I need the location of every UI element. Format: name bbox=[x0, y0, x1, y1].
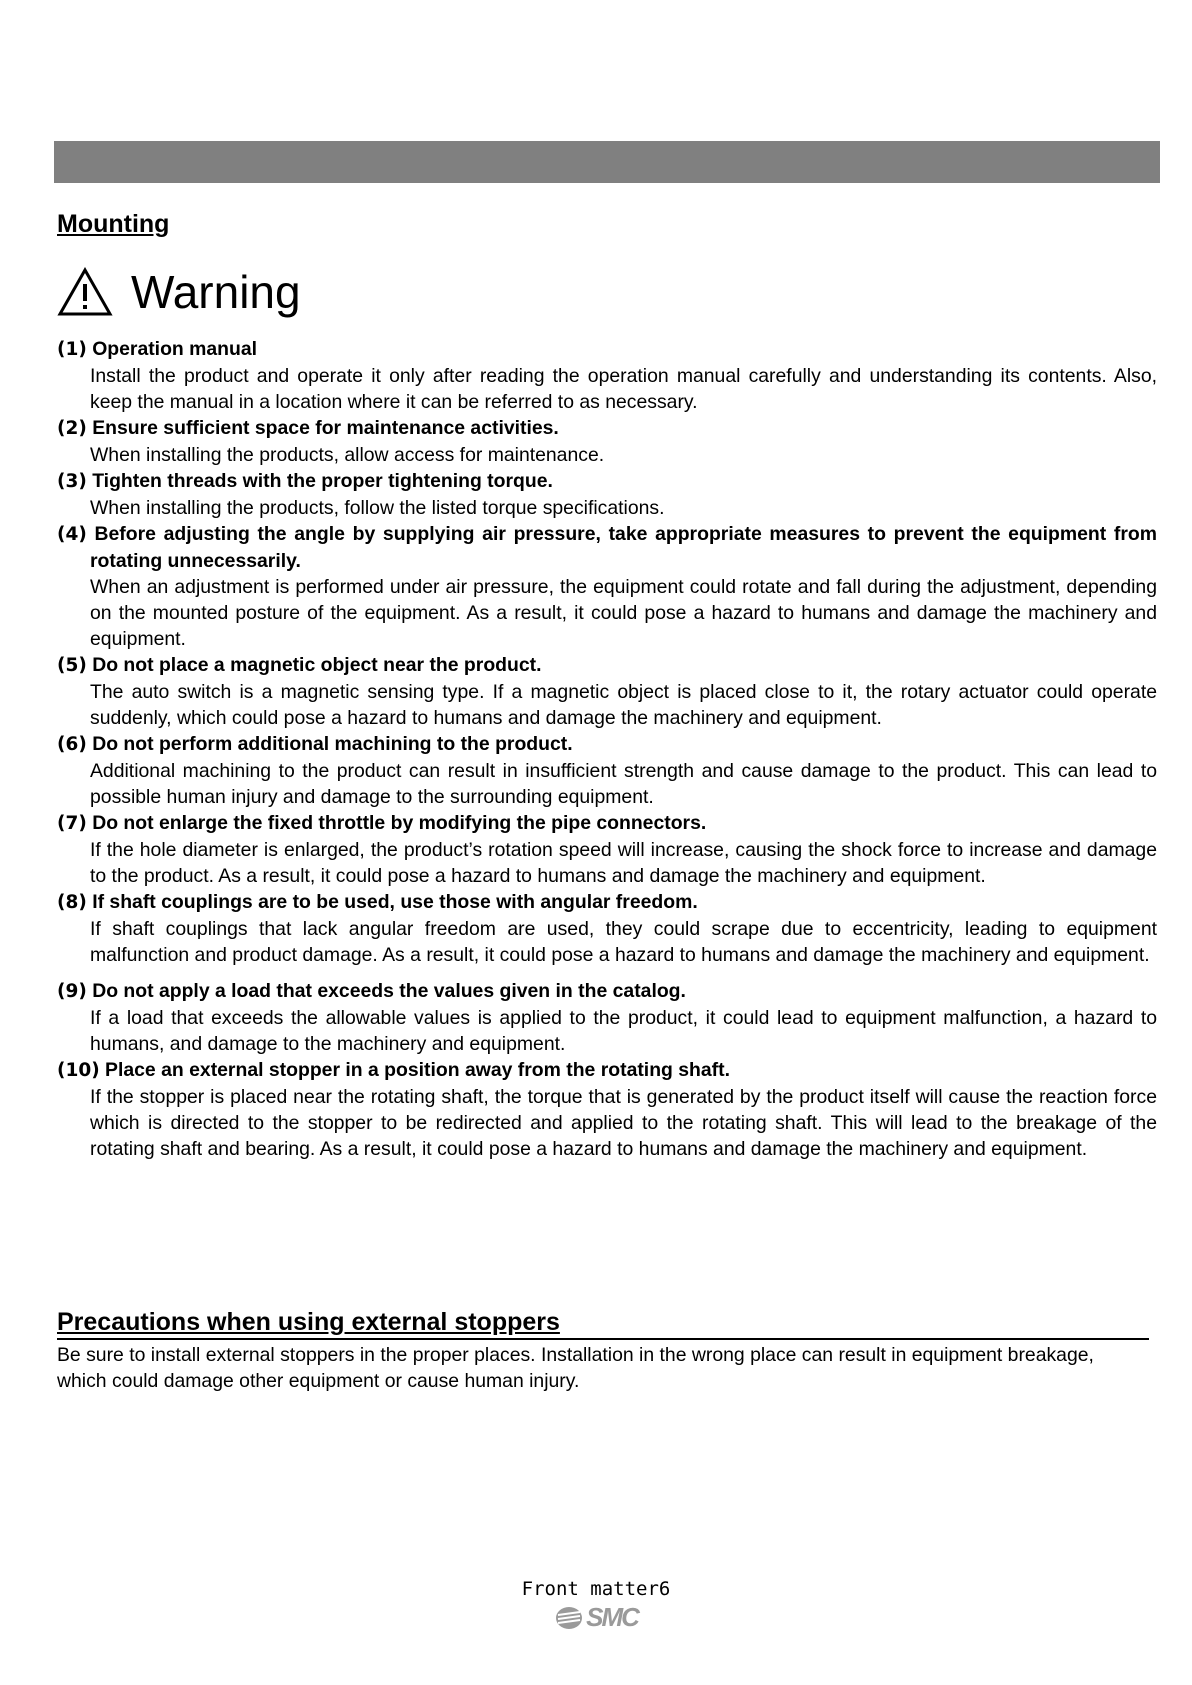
item-number: (5) bbox=[57, 655, 87, 676]
item-title-text: Before adjusting the angle by supplying air pressure, take appropriate measures to prevent the equipment from rotating unnecessarily. bbox=[90, 523, 1157, 572]
item-title bbox=[57, 415, 1157, 442]
warning-label: Warning bbox=[131, 266, 301, 318]
smc-logo bbox=[554, 1602, 638, 1633]
list-item bbox=[57, 1057, 1157, 1162]
item-title-text: Tighten threads with the proper tightening torque. bbox=[92, 470, 553, 492]
logo-text: SMC bbox=[586, 1602, 638, 1632]
item-title bbox=[57, 978, 1157, 1005]
item-number: (8) bbox=[57, 892, 87, 913]
list-item bbox=[57, 889, 1157, 968]
smc-logo-icon bbox=[554, 1605, 584, 1631]
item-body: If the hole diameter is enlarged, the product’s rotation speed will increase, causing the shock force to increase and damage to the product. As a result, it could pose a hazard to humans and damage the machinery and equipment. bbox=[90, 839, 1157, 887]
list-item bbox=[57, 415, 1157, 468]
list-item bbox=[57, 521, 1157, 652]
list-item bbox=[57, 731, 1157, 810]
section-title: Mounting bbox=[57, 210, 170, 238]
item-title-text: Place an external stopper in a position away from the rotating shaft. bbox=[105, 1059, 730, 1081]
list-item bbox=[57, 810, 1157, 889]
item-title bbox=[57, 731, 1157, 758]
item-number: (2) bbox=[57, 418, 87, 439]
item-number: (6) bbox=[57, 734, 87, 755]
item-title bbox=[57, 1057, 1157, 1084]
item-number: (3) bbox=[57, 471, 87, 492]
item-title-text: Do not enlarge the fixed throttle by modifying the pipe connectors. bbox=[92, 812, 707, 834]
item-number: (1) bbox=[57, 339, 87, 360]
page-number: Front matter6 bbox=[521, 1578, 671, 1600]
list-item bbox=[57, 978, 1157, 1057]
item-body: If a load that exceeds the allowable values is applied to the product, it could lead to equipment malfunction, a hazard to humans, and damage to the machinery and equipment. bbox=[90, 1007, 1157, 1055]
item-number: (4) bbox=[57, 524, 87, 545]
item-body: If shaft couplings that lack angular freedom are used, they could scrape due to eccentricity, leading to equipment malfunction and product damage. As a result, it could pose a hazard to humans and damage the machinery and equipment. bbox=[90, 918, 1157, 966]
precautions-body: Be sure to install external stoppers in the proper places. Installation in the wrong place can result in equipment breakage, which could damage other equipment or cause human injury. bbox=[57, 1344, 1094, 1392]
item-body: Install the product and operate it only after reading the operation manual carefully and understanding its contents. Also, keep the manual in a location where it can be referred to as necessary. bbox=[90, 365, 1157, 413]
list-item bbox=[57, 336, 1157, 415]
list-item bbox=[57, 468, 1157, 521]
item-number: (9) bbox=[57, 981, 87, 1002]
item-title-text: Operation manual bbox=[92, 338, 258, 360]
item-title bbox=[57, 468, 1157, 495]
item-title bbox=[57, 336, 1157, 363]
item-body: If the stopper is placed near the rotating shaft, the torque that is generated by the product itself will cause the reaction force which is directed to the stopper to be redirected and applied to the rotating shaft. This will lead to the breakage of the rotating shaft and bearing. As a result, it could pose a hazard to humans and damage the machinery and equipment. bbox=[90, 1086, 1157, 1160]
precautions-section bbox=[57, 1306, 1149, 1394]
warning-triangle-icon bbox=[57, 267, 113, 317]
header-bar bbox=[54, 141, 1160, 183]
warning-heading bbox=[57, 262, 301, 322]
item-body: When installing the products, allow access for maintenance. bbox=[90, 444, 605, 466]
item-body: Additional machining to the product can result in insufficient strength and cause damage to the product. This can lead to possible human injury and damage to the surrounding equipment. bbox=[90, 760, 1157, 808]
warning-items-list bbox=[57, 336, 1157, 1162]
item-title-text: Ensure sufficient space for maintenance activities. bbox=[92, 417, 559, 439]
item-number: (10) bbox=[57, 1060, 100, 1081]
item-body: When an adjustment is performed under air pressure, the equipment could rotate and fall during the adjustment, depending on the mounted posture of the equipment. As a result, it could pose a hazard to humans and damage the machinery and equipment. bbox=[90, 576, 1157, 650]
item-title-text: Do not apply a load that exceeds the values given in the catalog. bbox=[92, 980, 686, 1002]
item-number: (7) bbox=[57, 813, 87, 834]
item-body: The auto switch is a magnetic sensing type. If a magnetic object is placed close to it, the rotary actuator could operate suddenly, which could pose a hazard to humans and damage the machinery and equipment. bbox=[90, 681, 1157, 729]
item-title bbox=[57, 652, 1157, 679]
item-title-text: If shaft couplings are to be used, use those with angular freedom. bbox=[92, 891, 698, 913]
precautions-title: Precautions when using external stoppers bbox=[57, 1306, 1149, 1340]
item-body: When installing the products, follow the listed torque specifications. bbox=[90, 497, 665, 519]
item-title bbox=[57, 521, 1157, 574]
item-title bbox=[57, 810, 1157, 837]
item-title bbox=[57, 889, 1157, 916]
item-title-text: Do not perform additional machining to the product. bbox=[92, 733, 573, 755]
item-title-text: Do not place a magnetic object near the product. bbox=[92, 654, 542, 676]
page-footer bbox=[0, 1578, 1192, 1636]
list-item bbox=[57, 652, 1157, 731]
